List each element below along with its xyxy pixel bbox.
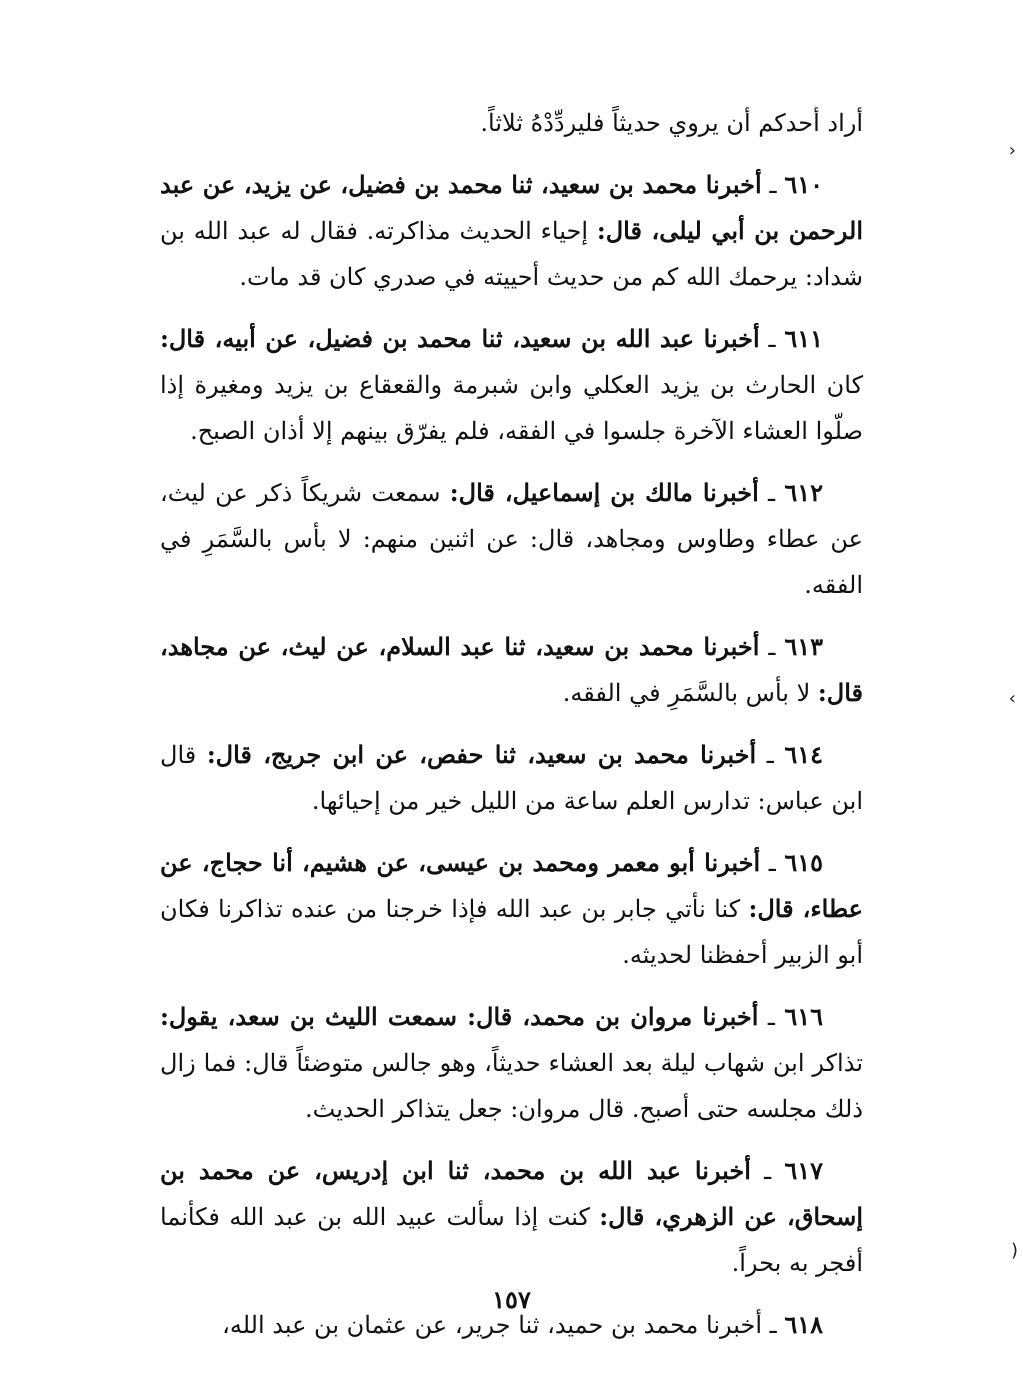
hadith-612: ٦١٢ ـ أخبرنا مالك بن إسماعيل، قال: سمعت شريكاً ذكر عن ليث، عن عطاء وطاوس ومجاهد، قال: عن اثنين منهم: لا بأس بالسَّمَرِ في الفقه.: [160, 478, 863, 599]
hadith-610: ٦١٠ ـ أخبرنا محمد بن سعيد، ثنا محمد بن فضيل، عن يزيد، عن عبد الرحمن بن أبي ليلى، قال: إحياء الحديث مذاكرته. فقال له عبد الله بن شداد: يرحمك الله كم من حديث أحييته في صدري كان قد مات.: [160, 170, 863, 291]
hadith-number: ٦١٥: [784, 848, 823, 877]
hadith-614: ٦١٤ ـ أخبرنا محمد بن سعيد، ثنا حفص، عن ابن جريج، قال: قال ابن عباس: تدارس العلم ساعة من الليل خير من إحيائها.: [160, 740, 863, 815]
hadith-number: ٦١٨: [784, 1310, 823, 1339]
hadith-chain: أخبرنا مروان بن محمد، قال: سمعت الليث بن سعد، يقول:: [160, 1002, 759, 1031]
page-number: ١٥٧: [492, 1285, 531, 1314]
hadith-number: ٦١٧: [784, 1156, 823, 1185]
intro-text: أراد أحدكم أن يروي حديثاً فليردِّدْهُ ثلاثاً.: [480, 109, 863, 137]
hadith-text: قال ابن عباس: تدارس العلم ساعة من الليل خير من إحيائها.: [160, 741, 863, 815]
hadith-text: كنا نأتي جابر بن عبد الله فإذا خرجنا من عنده تذاكرنا فكان أبو الزبير أحفظنا لحديثه.: [160, 895, 863, 969]
hadith-chain: أخبرنا عبد الله بن محمد، ثنا ابن إدريس، عن محمد بن إسحاق، عن الزهري، قال:: [160, 1156, 863, 1231]
scan-mark-icon: ‹: [1008, 140, 1016, 161]
hadith-615: ٦١٥ ـ أخبرنا أبو معمر ومحمد بن عيسى، عن هشيم، أنا حجاج، عن عطاء، قال: كنا نأتي جابر بن عبد الله فإذا خرجنا من عنده تذاكرنا فكان أبو الزبير أحفظنا لحديثه.: [160, 848, 863, 969]
hadith-number: ٦١٦: [784, 1002, 823, 1031]
book-page: [160, 100, 863, 1364]
hadith-text: كنت إذا سألت عبيد الله بن عبد الله فكأنما أفجر به بحراً.: [160, 1203, 863, 1277]
hadith-chain: أخبرنا عبد الله بن سعيد، ثنا محمد بن فضيل، عن أبيه، قال:: [160, 324, 760, 353]
hadith-text: أخبرنا محمد بن حميد، ثنا جرير، عن عثمان بن عبد الله،: [222, 1311, 763, 1339]
hadith-number: ٦١٠: [784, 170, 823, 199]
hadith-number: ٦١٣: [784, 632, 823, 661]
hadith-chain: أخبرنا أبو معمر ومحمد بن عيسى، عن هشيم، أنا حجاج، عن عطاء، قال:: [160, 848, 863, 923]
hadith-chain: أخبرنا مالك بن إسماعيل، قال:: [449, 478, 759, 507]
scan-mark-icon: ›: [1008, 688, 1016, 709]
hadith-611: ٦١١ ـ أخبرنا عبد الله بن سعيد، ثنا محمد بن فضيل، عن أبيه، قال: كان الحارث بن يزيد العكلي وابن شبرمة والقعقاع بن يزيد ومغيرة إذا صلّوا العشاء الآخرة جلسوا في الفقه، فلم يفرّق بينهم إلا أذان الصبح.: [160, 324, 863, 445]
hadith-text: تذاكر ابن شهاب ليلة بعد العشاء حديثاً، وهو جالس متوضئاً قال: فما زال ذلك مجلسه حتى أصبح. قال مروان: جعل يتذاكر الحديث.: [160, 1049, 863, 1123]
hadith-chain: أخبرنا محمد بن سعيد، ثنا عبد السلام، عن ليث، عن مجاهد، قال:: [160, 632, 863, 707]
hadith-number: ٦١١: [784, 324, 823, 353]
hadith-613: ٦١٣ ـ أخبرنا محمد بن سعيد، ثنا عبد السلام، عن ليث، عن مجاهد، قال: لا بأس بالسَّمَرِ في الفقه.: [160, 632, 863, 707]
hadith-617: ٦١٧ ـ أخبرنا عبد الله بن محمد، ثنا ابن إدريس، عن محمد بن إسحاق، عن الزهري، قال: كنت إذا سألت عبيد الله بن عبد الله فكأنما أفجر به بحراً.: [160, 1156, 863, 1277]
hadith-616: ٦١٦ ـ أخبرنا مروان بن محمد، قال: سمعت الليث بن سعد، يقول: تذاكر ابن شهاب ليلة بعد العشاء حديثاً، وهو جالس متوضئاً قال: فما زال ذلك مجلسه حتى أصبح. قال مروان: جعل يتذاكر الحديث.: [160, 1002, 863, 1123]
hadith-text: سمعت شريكاً ذكر عن ليث، عن عطاء وطاوس ومجاهد، قال: عن اثنين منهم: لا بأس بالسَّمَرِ في الفقه.: [160, 479, 863, 599]
hadith-chain: أخبرنا محمد بن سعيد، ثنا محمد بن فضيل، عن يزيد، عن عبد الرحمن بن أبي ليلى، قال:: [160, 170, 863, 245]
hadith-number: ٦١٢: [784, 478, 823, 507]
hadith-number: ٦١٤: [784, 740, 823, 769]
scan-mark-icon: (: [1010, 1240, 1018, 1261]
hadith-618: ٦١٨ ـ أخبرنا محمد بن حميد، ثنا جرير، عن عثمان بن عبد الله،: [222, 1310, 823, 1339]
hadith-text: إحياء الحديث مذاكرته. فقال له عبد الله بن شداد: يرحمك الله كم من حديث أحييته في صدري كان قد مات.: [160, 217, 863, 291]
hadith-text: لا بأس بالسَّمَرِ في الفقه.: [562, 679, 811, 707]
hadith-text: كان الحارث بن يزيد العكلي وابن شبرمة والقعقاع بن يزيد ومغيرة إذا صلّوا العشاء الآخرة جلسوا في الفقه، فلم يفرّق بينهم إلا أذان الصبح.: [160, 371, 863, 445]
hadith-chain: أخبرنا محمد بن سعيد، ثنا حفص، عن ابن جريج، قال:: [206, 740, 757, 769]
